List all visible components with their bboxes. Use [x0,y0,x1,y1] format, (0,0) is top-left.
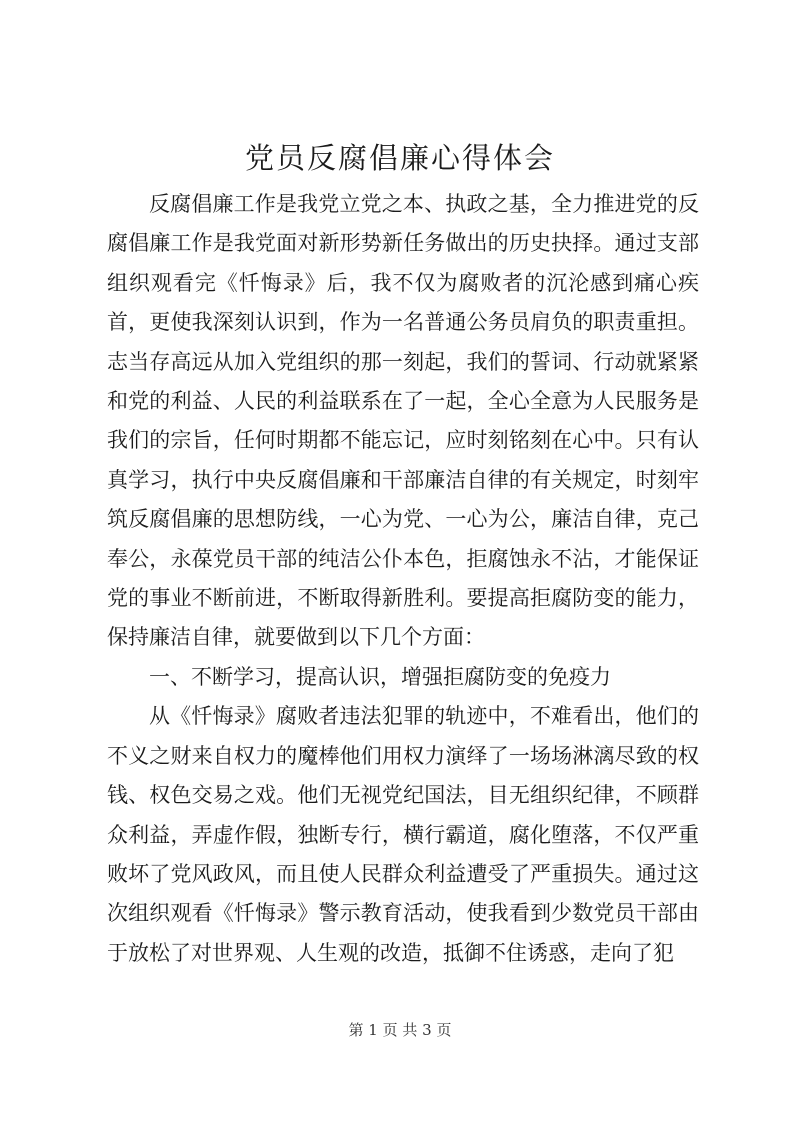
section-heading-1: 一、不断学习，提高认识，增强拒腐防变的免疫力 [149,664,611,689]
page-footer: 第 1 页 共 3 页 [348,1021,452,1039]
paragraph-section-1: 从《忏悔录》腐败者违法犯罪的轨迹中，不难看出，他们的不义之财来自权力的魔棒他们用权力演绎了一场场淋漓尽致的权钱、权色交易之戏。他们无视党纪国法，目无组织纪律，不顾群众利益，弄虚作假，独断专行，横行霸道，腐化堕落，不仅严重败坏了党风政风，而且使人民群众利益遭受了严重损失。通过这次组织观看《忏悔录》警示教育活动，使我看到少数党员干部由于放松了对世界观、人生观的改造，抵御不住诱惑，走向了犯 [107,704,699,965]
paragraph-intro: 反腐倡廉工作是我党立党之本、执政之基，全力推进党的反腐倡廉工作是我党面对新形势新任务做出的历史抉择。通过支部组织观看完《忏悔录》后，我不仅为腐败者的沉沦感到痛心疾首，更使我深刻认识到，作为一名普通公务员肩负的职责重担。志当存高远从加入党组织的那一刻起，我们的誓词、行动就紧紧和党的利益、人民的利益联系在了一起，全心全意为人民服务是我们的宗旨，任何时期都不能忘记，应时刻铭刻在心中。只有认真学习，执行中央反腐倡廉和干部廉洁自律的有关规定，时刻牢筑反腐倡廉的思想防线，一心为党、一心为公，廉洁自律，克己奉公，永葆党员干部的纯洁公仆本色，拒腐蚀永不沾，才能保证党的事业不断前进，不断取得新胜利。要提高拒腐防变的能力，保持廉洁自律，就要做到以下几个方面： [107,192,699,650]
document-body [107,185,699,973]
page-title: 党员反腐倡廉心得体会 [244,141,555,175]
